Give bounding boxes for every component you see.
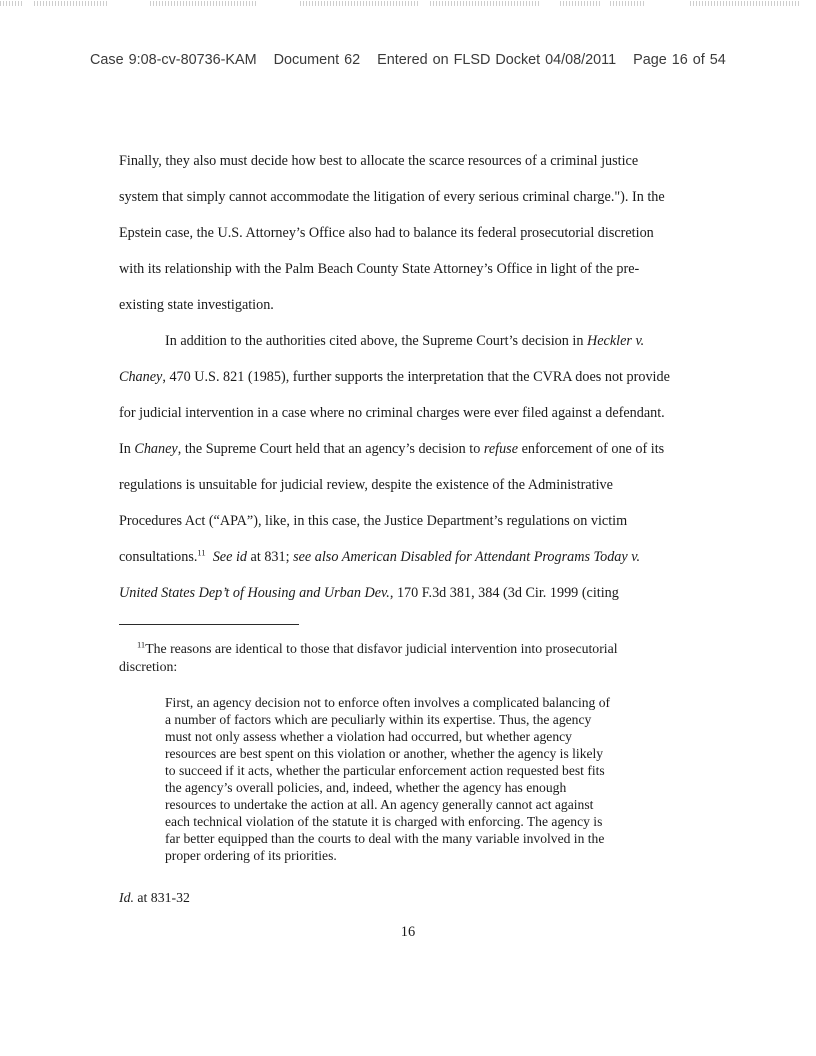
- text-run: In addition to the authorities cited above, the Supreme Court’s decision in: [165, 333, 587, 349]
- text-run: , 470 U.S. 821 (1985), further supports the interpretation that the CVRA does not provide: [162, 369, 670, 385]
- body-line: [119, 440, 664, 458]
- case-name: Heckler v.: [587, 333, 645, 349]
- text-run: at 831-32: [133, 890, 190, 905]
- text-run: The reasons are identical to those that disfavor judicial intervention into prosecutorial: [145, 641, 618, 656]
- quote-line: a number of factors which are peculiarly within its expertise. Thus, the agency: [165, 712, 592, 727]
- text-run: , 170 F.3d 381, 384 (3d Cir. 1999 (citing: [389, 585, 619, 601]
- quote-line: proper ordering of its priorities.: [165, 848, 337, 863]
- body-line: [165, 332, 644, 350]
- footnote-citation: [119, 889, 190, 906]
- body-line: existing state investigation.: [119, 297, 274, 313]
- footnote-reference: 11: [197, 547, 206, 558]
- footnote-separator: [119, 624, 299, 625]
- citation-id: Id.: [119, 890, 134, 905]
- case-name: Chaney: [134, 441, 178, 457]
- quote-line: resources to undertake the action at all. An agency generally cannot act against: [165, 797, 594, 812]
- quote-line: far better equipped than the courts to deal with the many variable involved in the: [165, 831, 605, 846]
- citation-signal: See id: [212, 549, 247, 565]
- quote-line: each technical violation of the statute it is charged with enforcing. The agency is: [165, 814, 603, 829]
- body-line: system that simply cannot accommodate the litigation of every serious criminal charge."). In the: [119, 189, 665, 205]
- quote-line: resources are best spent on this violation or another, whether the agency is likely: [165, 746, 604, 761]
- quote-line: First, an agency decision not to enforce often involves a complicated balancing of: [165, 695, 611, 710]
- quote-line: the agency’s overall policies, and, indeed, whether the agency has enough: [165, 780, 567, 795]
- body-line: [119, 584, 619, 602]
- body-line: Procedures Act (“APA”), like, in this case, the Justice Department’s regulations on victim: [119, 513, 628, 529]
- page-number: 16: [400, 924, 416, 940]
- text-run: In: [119, 441, 135, 457]
- body-line: regulations is unsuitable for judicial review, despite the existence of the Administrative: [119, 477, 613, 493]
- scan-artifact-strip: [0, 0, 816, 14]
- body-line: with its relationship with the Palm Beach County State Attorney’s Office in light of the pre-: [119, 261, 640, 277]
- docket-entry-date: Entered on FLSD Docket 04/08/2011: [377, 52, 617, 68]
- footnote-line: [137, 640, 618, 657]
- case-name: see also American Disabled for Attendant Programs Today v.: [293, 549, 641, 565]
- document-number: Document 62: [273, 52, 361, 68]
- body-line: [119, 368, 670, 386]
- page-of-total: Page 16 of 54: [633, 52, 726, 68]
- quote-line: must not only assess whether a violation had occurred, but whether agency: [165, 729, 572, 744]
- case-name: United States Dep’t of Housing and Urban Dev.: [119, 585, 390, 601]
- docket-header: [90, 52, 750, 68]
- case-name: Chaney: [119, 369, 163, 385]
- body-line: Epstein case, the U.S. Attorney’s Office also had to balance its federal prosecutorial discretion: [119, 225, 654, 241]
- case-number: Case 9:08-cv-80736-KAM: [90, 52, 257, 68]
- text-run: consultations.: [119, 549, 198, 565]
- body-line: [119, 548, 640, 566]
- quote-line: to succeed if it acts, whether the particular enforcement action requested best fits: [165, 763, 605, 778]
- text-run: enforcement of one of its: [518, 441, 665, 457]
- text-run: at 831;: [246, 549, 294, 565]
- footnote-marker: 11: [137, 639, 146, 650]
- body-line: for judicial intervention in a case where no criminal charges were ever filed against a defendant.: [119, 405, 665, 421]
- emphasis: refuse: [483, 441, 519, 457]
- footnote-line: discretion:: [119, 659, 178, 674]
- text-run: , the Supreme Court held that an agency’s decision to: [177, 441, 484, 457]
- body-line: Finally, they also must decide how best to allocate the scarce resources of a criminal justice: [119, 153, 639, 169]
